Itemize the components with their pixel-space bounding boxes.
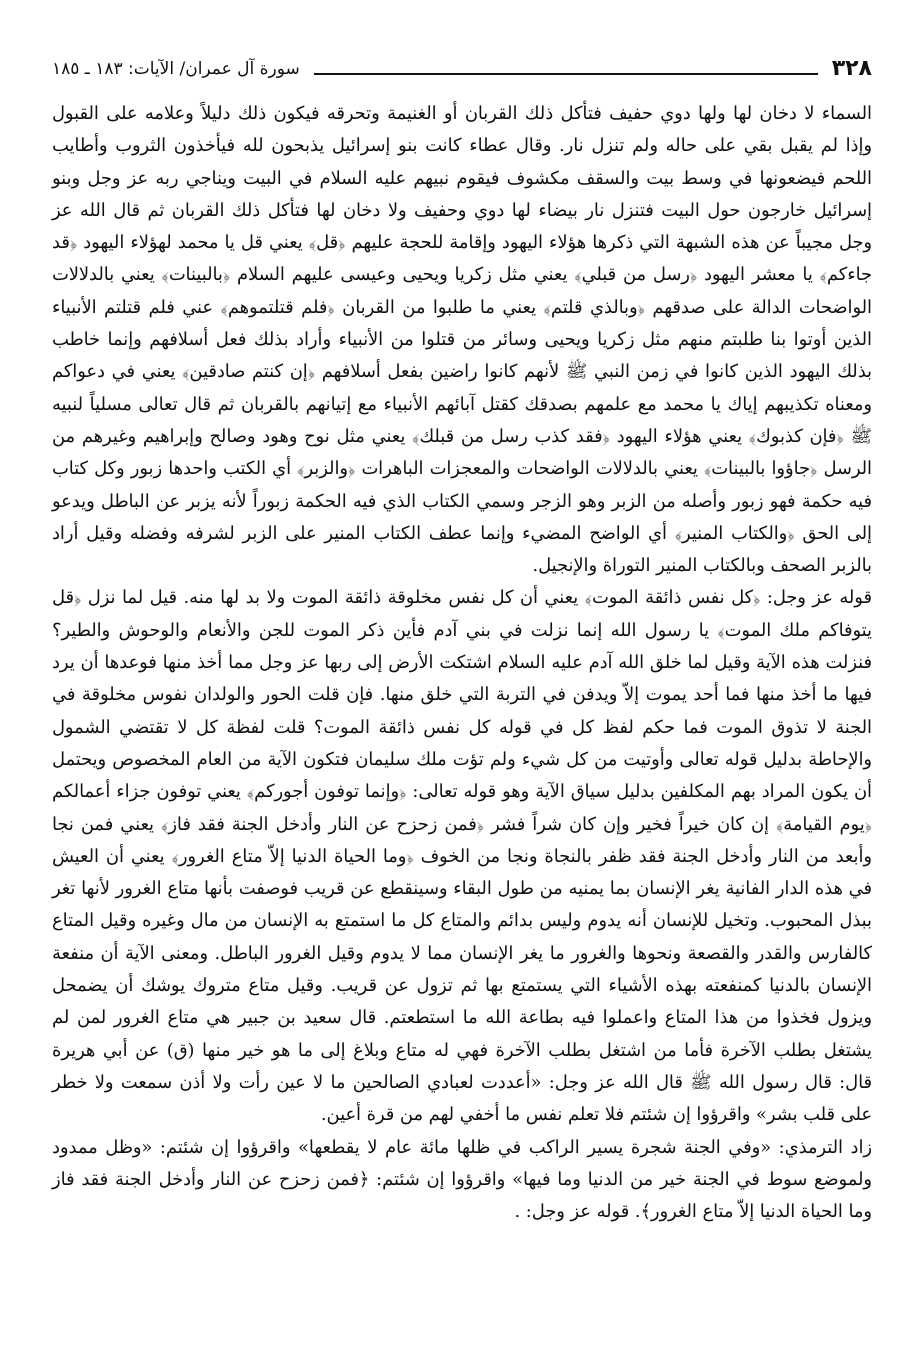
paragraph-tirmidhi-addition: زاد الترمذي: «وفي الجنة شجرة يسير الراكب في ظلها مائة عام لا يقطعها» واقرؤوا إن شئتم: «وظل ممدود ولموضع سوط في الجنة خير من الدنيا وما فيها» واقرؤوا إن شئتم: ﴿فمن زحزح عن النار وأدخل الجنة فقد فاز وما الحياة الدنيا إلاّ متاع الغرور﴾. قوله عز وجل: . — [52, 1136, 872, 1223]
running-title: سورة آل عمران/ الآيات: ١٨٣ ـ ١٨٥ — [52, 59, 300, 79]
header-rule — [314, 73, 818, 75]
page-body — [52, 98, 872, 1228]
page-number: ٣٢٨ — [831, 56, 872, 81]
paragraph-tafsir-death: قوله عز وجل: ﴿كل نفس ذائقة الموت﴾ يعني أن كل نفس مخلوقة ذائقة الموت ولا بد لها منه. قيل لما نزل ﴿قل يتوفاكم ملك الموت﴾ يا رسول الله إنما نزلت في بني آدم فأين ذكر الموت للجن والأنعام والوحوش والطير؟ فنزلت هذه الآية وقيل لما خلق الله آدم عليه السلام اشتكت الأرض إلى ربها عز وجل مما أخذ منها فوعدها أن يرد فيها ما أخذ منها فما أحد يموت إلاّ ويدفن في التربة التي خلق منها. فإن قلت الحور والولدان نفوس مخلوقة في الجنة لا تذوق الموت فما حكم لفظ كل في قوله كل نفس ذائقة الموت؟ قلت لفظة كل لا تقتضي الشمول والإحاطة بدليل قوله تعالى وأوتيت من كل شيء ولم تؤت ملك سليمان فتكون الآية من العام المخصوص ويحتمل أن يكون المراد بهم المكلفين بدليل سياق الآية وهو قوله تعالى: ﴿وإنما توفون أجوركم﴾ يعني توفون جزاء أعمالكم ﴿يوم القيامة﴾ إن كان خيراً فخير وإن كان شراً فشر ﴿فمن زحزح عن النار وأدخل الجنة فقد فاز﴾ يعني فمن نجا وأبعد من النار وأدخل الجنة فقد ظفر بالنجاة ونجا من الخوف ﴿وما الحياة الدنيا إلاّ متاع الغرور﴾ يعني أن العيش في هذه الدار الفانية يغر الإنسان بما يمنيه من طول البقاء وسينقطع عن قريب فوصفت بأنها متاع الغرور لأنها تغر ببذل المحبوب. وتخيل للإنسان أنه يدوم وليس بدائم والمتاع كل ما استمتع به الإنسان من مال وغيره وقيل المتاع كالفارس والقدر والقصعة ونحوها والغرور ما يغر الإنسان مما لا يدوم وقيل الغرور الباطل. ومعنى الآية أن منفعة الإنسان بالدنيا كمنفعته بهذه الأشياء التي يستمتع بها ثم تزول عن قريب. وقيل متاع متروك يوشك أن يضمحل ويزول فخذوا من هذا المتاع واعملوا فيه بطاعة الله ما استطعتم. قال سعيد بن جبير هي متاع الغرور لمن لم يشتغل بطلب الآخرة فأما من اشتغل بطلب الآخرة فهي له متاع وبلاغ إلى ما هو خير منها (ق) عن أبي هريرة قال: قال رسول الله ﷺ قال الله عز وجل: «أعددت لعبادي الصالحين ما لا عين رأت ولا أذن سمعت ولا خطر على قلب بشر» واقرؤوا إن شئتم فلا تعلم نفس ما أخفي لهم من قرة أعين. — [52, 587, 872, 1126]
page-header — [52, 52, 872, 82]
paragraph-tafsir-qurban: السماء لا دخان لها ولها دوي حفيف فتأكل ذلك القربان أو الغنيمة وتحرقه فيكون ذلك دليلاً وعلامه على القبول وإذا لم يقبل بقي على حاله ولم تنزل نار. وقال عطاء كانت بنو إسرائيل يذبحون لله فيأخذون الثروب وأطايب اللحم فيضعونها في وسط بيت والسقف مكشوف فيقوم نبيهم عليه السلام في البيت ويناجي ربه عز وجل وبنو إسرائيل خارجون حول البيت فتنزل نار بيضاء لها دوي وحفيف ولا دخان لها فتأكل ذلك القربان ثم قال الله عز وجل مجيباً عن هذه الشبهة التي ذكرها هؤلاء اليهود وإقامة للحجة عليهم ﴿قل﴾ يعني قل يا محمد لهؤلاء اليهود ﴿قد جاءكم﴾ يا معشر اليهود ﴿رسل من قبلي﴾ يعني مثل زكريا ويحيى وعيسى عليهم السلام ﴿بالبينات﴾ يعني بالدلالات الواضحات الدالة على صدقهم ﴿وبالذي قلتم﴾ يعني ما طلبوا من القربان ﴿فلم قتلتموهم﴾ عني فلم قتلتم الأنبياء الذين أوتوا بنا طلبتم منهم مثل زكريا ويحيى وسائر من قتلوا من الأنبياء وأراد بذلك فعل أسلافهم وإنما خاطب بذلك اليهود الذين كانوا في زمن النبي ﷺ لأنهم كانوا راضين بفعل أسلافهم ﴿إن كنتم صادقين﴾ يعني في دعواكم ومعناه تكذيبهم إياك يا محمد مع علمهم بصدقك كقتل آبائهم الأنبياء مع إتيانهم بالقربان ثم قال تعالى مسلياً لنبيه ﷺ ﴿فإن كذبوك﴾ يعني هؤلاء اليهود ﴿فقد كذب رسل من قبلك﴾ يعني مثل نوح وهود وصالح وإبراهيم وغيرهم من الرسل ﴿جاؤوا بالبينات﴾ يعني بالدلالات الواضحات والمعجزات الباهرات ﴿والزبر﴾ أي الكتب واحدها زبور وكل كتاب فيه حكمة فهو زبور وأصله من الزبر وهو الزجر وسمي الكتاب الذي فيه الحكمة زبوراً لأنه يزبر عن الباطل ويدعو إلى الحق ﴿والكتاب المنير﴾ أي الواضح المضيء وإنما عطف الكتاب المنير على الزبر لشرفه وفضله وقيل أراد بالزبر الصحف وبالكتاب المنير التوراة والإنجيل. — [52, 103, 872, 577]
